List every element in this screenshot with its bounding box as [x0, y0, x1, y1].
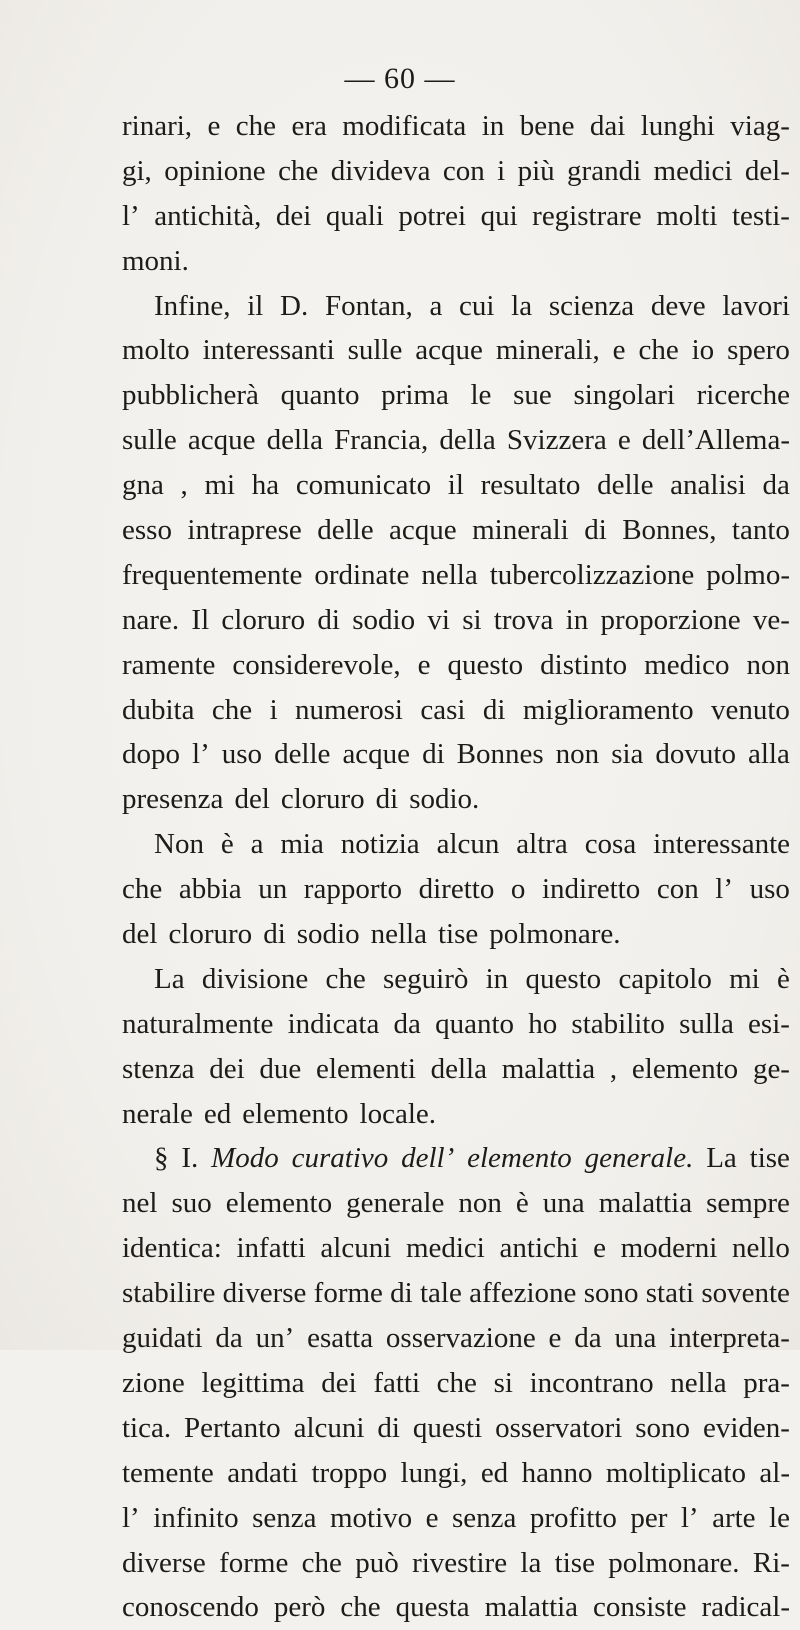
text-line: stabilire diverse forme di tale affezione sono stati sovente [122, 1277, 790, 1310]
text-line: nerale ed elemento locale. [122, 1097, 436, 1130]
text-line: temente andati troppo lungi, ed hanno moltiplicato al- [122, 1456, 790, 1489]
text-line: ramente considerevole, e questo distinto medico non [122, 648, 790, 681]
text-line: conoscendo però che questa malattia consiste radical- [122, 1591, 790, 1624]
text-line: guidati da un’ esatta osservazione e da una interpreta- [122, 1322, 790, 1355]
text-line: nare. Il cloruro di sodio vi si trova in proporzione ve- [122, 603, 790, 636]
text-line: naturalmente indicata da quanto ho stabilito sulla esi- [122, 1007, 790, 1040]
text-line: del cloruro di sodio nella tise polmonare. [122, 918, 621, 951]
text-line: diverse forme che può rivestire la tise polmonare. Ri- [122, 1546, 790, 1579]
text-line: esso intraprese delle acque minerali di Bonnes, tanto [122, 514, 790, 547]
text-line: moni. [122, 244, 189, 277]
text-line: che abbia un rapporto diretto o indiretto con l’ uso [122, 873, 790, 906]
text-line: rinari, e che era modificata in bene dai lunghi viag- [122, 110, 790, 142]
text-line: zione legittima dei fatti che si incontrano nella pra- [122, 1366, 790, 1399]
text-line: dubita che i numerosi casi di miglioramento venuto [122, 693, 790, 726]
text-line: l’ antichità, dei quali potrei qui registrare molti testi- [122, 199, 790, 232]
text-line: gna , mi ha comunicato il resultato delle analisi da [122, 469, 790, 502]
text-line: identica: infatti alcuni medici antichi e moderni nello [122, 1232, 790, 1265]
text-line: § I. Modo curativo dell’ elemento generale. La tise [154, 1142, 790, 1175]
text-line: dopo l’ uso delle acque di Bonnes non sia dovuto alla [122, 738, 790, 771]
text-line: La divisione che seguirò in questo capitolo mi è [154, 962, 790, 995]
text-line: tica. Pertanto alcuni di questi osservatori sono eviden- [122, 1411, 790, 1444]
text-line: Non è a mia notizia alcun altra cosa interessante [154, 828, 790, 861]
body-text [122, 104, 790, 1630]
text-line: Infine, il D. Fontan, a cui la scienza deve lavori [154, 289, 790, 322]
text-line: gi, opinione che divideva con i più grandi medici del- [122, 154, 790, 187]
text-line: pubblicherà quanto prima le sue singolari ricerche [122, 379, 790, 412]
text-line: frequentemente ordinate nella tubercolizzazione polmo- [122, 558, 790, 591]
text-line: presenza del cloruro di sodio. [122, 783, 480, 816]
text-line: sulle acque della Francia, della Svizzera e dell’Allema- [122, 424, 790, 457]
text-line: l’ infinito senza motivo e senza profitto per l’ arte le [122, 1501, 790, 1534]
text-line: stenza dei due elementi della malattia , elemento ge- [122, 1052, 790, 1085]
text-line: molto interessanti sulle acque minerali, e che io spero [122, 334, 790, 367]
text-line: nel suo elemento generale non è una malattia sempre [122, 1187, 790, 1220]
page-number-header: — 60 — [344, 62, 456, 95]
